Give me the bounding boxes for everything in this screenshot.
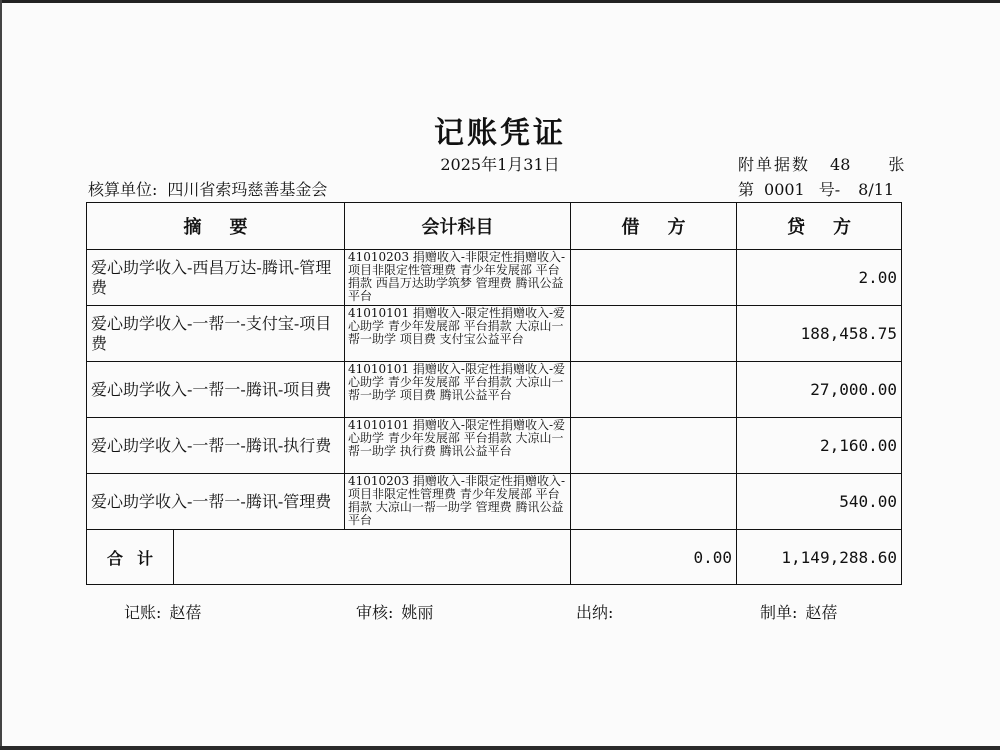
row-account: 41010101 捐赠收入-限定性捐赠收入-爱心助学 青少年发展部 平台捐款 大凉山一帮一助学 项目费 腾讯公益平台 — [345, 362, 571, 418]
attachments-info — [738, 152, 904, 175]
row-summary: 爱心助学收入-一帮一-腾讯-项目费 — [87, 362, 345, 418]
attachments-count: 48 — [830, 155, 851, 174]
row-credit: 27,000.00 — [737, 362, 902, 418]
row-summary: 爱心助学收入-一帮一-支付宝-项目费 — [87, 306, 345, 362]
row-debit — [571, 474, 737, 530]
row-account: 41010203 捐赠收入-非限定性捐赠收入-项目非限定性管理费 青少年发展部 平台捐款 大凉山一帮一助学 管理费 腾讯公益平台 — [345, 474, 571, 530]
header-debit: 借方 — [571, 203, 737, 250]
bookkeeper-label: 记账: — [124, 603, 162, 622]
voucher-date: 2025年1月31日 — [440, 155, 560, 174]
row-summary: 爱心助学收入-一帮一-腾讯-管理费 — [87, 474, 345, 530]
row-credit: 2.00 — [737, 250, 902, 306]
preparer-label: 制单: — [760, 603, 798, 622]
preparer-name: 赵蓓 — [805, 603, 838, 622]
number-prefix: 第 — [738, 180, 755, 199]
row-account: 41010101 捐赠收入-限定性捐赠收入-爱心助学 青少年发展部 平台捐款 大凉山一帮一助学 项目费 支付宝公益平台 — [345, 306, 571, 362]
row-account: 41010101 捐赠收入-限定性捐赠收入-爱心助学 青少年发展部 平台捐款 大凉山一帮一助学 执行费 腾讯公益平台 — [345, 418, 571, 474]
reviewer-label: 审核: — [356, 603, 394, 622]
total-blank — [174, 530, 571, 585]
voucher-title: 记账凭证 — [434, 116, 566, 151]
table-row — [87, 362, 902, 418]
row-debit — [571, 362, 737, 418]
row-credit: 188,458.75 — [737, 306, 902, 362]
total-row — [87, 530, 902, 585]
footer-cashier — [576, 600, 621, 623]
unit-name: 四川省索玛慈善基金会 — [167, 180, 328, 199]
total-label: 合计 — [87, 530, 174, 585]
header-credit: 贷方 — [737, 203, 902, 250]
unit-label: 核算单位: — [88, 180, 158, 199]
bookkeeper-name: 赵蓓 — [169, 603, 202, 622]
row-account: 41010203 捐赠收入-非限定性捐赠收入-项目非限定性管理费 青少年发展部 平台捐款 西昌万达助学筑梦 管理费 腾讯公益平台 — [345, 250, 571, 306]
table-row — [87, 418, 902, 474]
row-debit — [571, 250, 737, 306]
row-debit — [571, 306, 737, 362]
row-credit: 540.00 — [737, 474, 902, 530]
total-credit: 1,149,288.60 — [737, 530, 902, 585]
footer-bookkeeper — [124, 600, 201, 623]
voucher-number — [738, 177, 894, 200]
row-summary: 爱心助学收入-西昌万达-腾讯-管理费 — [87, 250, 345, 306]
footer-preparer — [760, 600, 837, 623]
number-suffix: 号- — [818, 180, 841, 199]
footer-reviewer — [356, 600, 433, 623]
page-number: 8/11 — [858, 180, 895, 199]
voucher-table — [86, 202, 902, 585]
table-row — [87, 306, 902, 362]
total-debit: 0.00 — [571, 530, 737, 585]
accounting-unit — [88, 177, 327, 200]
table-header — [87, 203, 902, 250]
table-row — [87, 250, 902, 306]
attachments-unit: 张 — [888, 155, 905, 174]
header-summary: 摘要 — [87, 203, 345, 250]
row-debit — [571, 418, 737, 474]
reviewer-name: 姚丽 — [401, 603, 434, 622]
table-row — [87, 474, 902, 530]
scan-edge-bottom — [0, 746, 1000, 750]
number-value: 0001 — [764, 180, 805, 199]
header-account: 会计科目 — [345, 203, 571, 250]
row-summary: 爱心助学收入-一帮一-腾讯-执行费 — [87, 418, 345, 474]
scan-edge-top — [0, 0, 1000, 3]
attachments-label: 附单据数 — [738, 155, 811, 174]
cashier-label: 出纳: — [576, 603, 614, 622]
row-credit: 2,160.00 — [737, 418, 902, 474]
